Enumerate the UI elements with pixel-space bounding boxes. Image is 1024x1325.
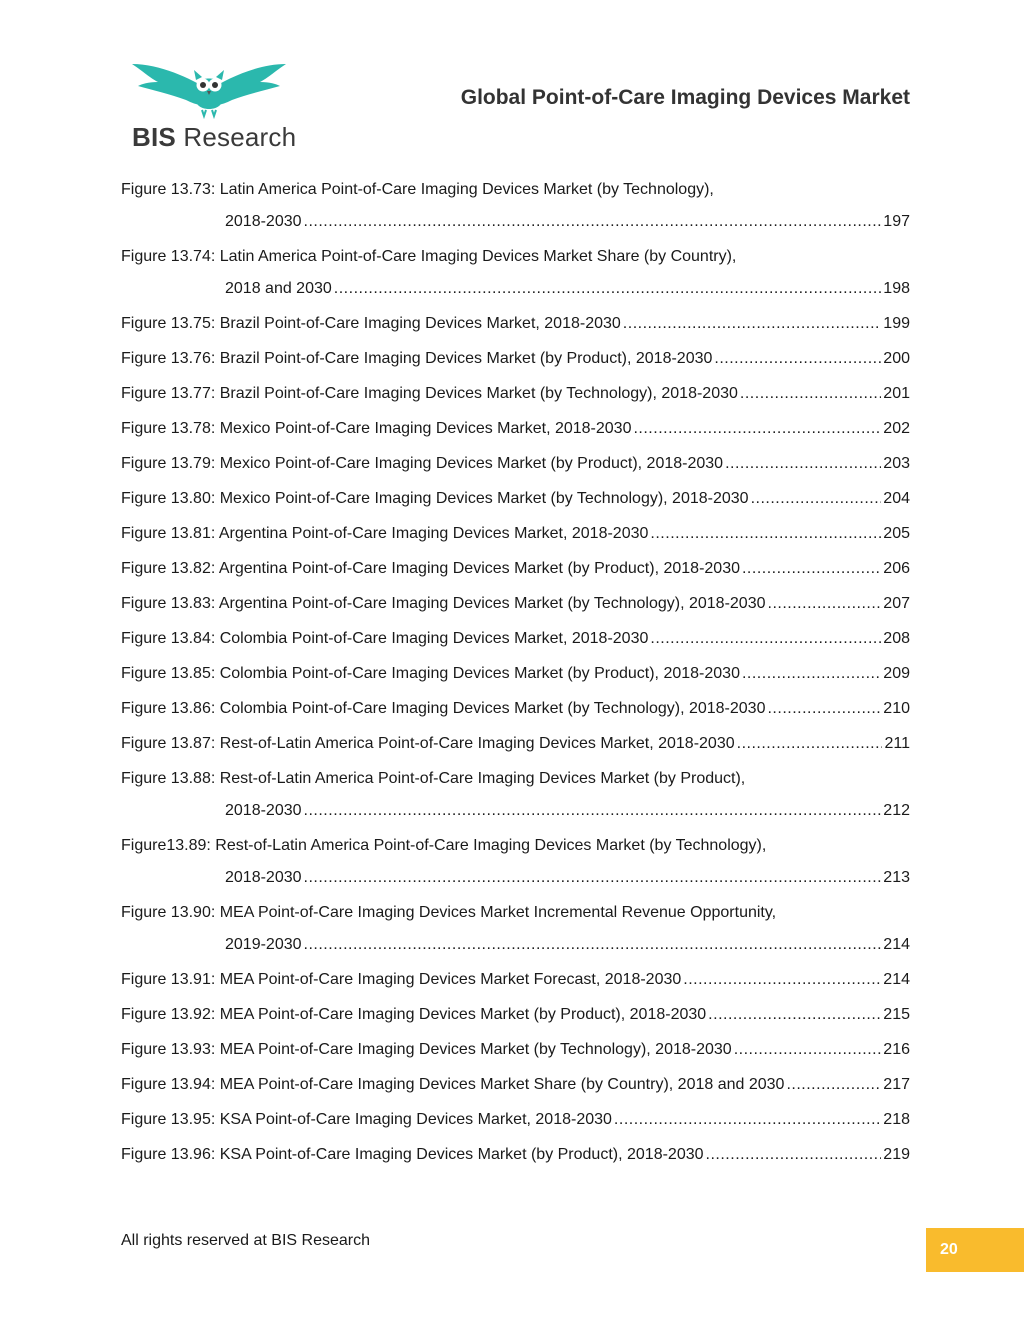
toc-entry-label: Figure 13.87: Rest-of-Latin America Point-of-Care Imaging Devices Market, 2018-2030: [121, 735, 735, 752]
dot-leader: [650, 524, 881, 544]
toc-page-number: 218: [883, 1111, 910, 1128]
toc-entry[interactable]: [121, 594, 910, 614]
page-number: 20: [940, 1241, 958, 1258]
toc-entry[interactable]: [121, 836, 910, 888]
toc-entry[interactable]: [121, 664, 910, 684]
dot-leader: [304, 868, 882, 888]
dot-leader: [614, 1110, 881, 1130]
toc-entry-label: Figure 13.80: Mexico Point-of-Care Imaging Devices Market (by Technology), 2018-2030: [121, 490, 749, 507]
toc-entry-label: Figure 13.84: Colombia Point-of-Care Imaging Devices Market, 2018-2030: [121, 630, 649, 647]
dot-leader: [304, 801, 882, 821]
toc-entry-label: Figure13.89: Rest-of-Latin America Point-of-Care Imaging Devices Market (by Technology),: [121, 837, 767, 854]
toc-page-number: 213: [883, 869, 910, 886]
toc-page-number: 204: [883, 490, 910, 507]
toc-page-number: 214: [883, 936, 910, 953]
toc-entry[interactable]: [121, 349, 910, 369]
toc-page-number: 200: [883, 350, 910, 367]
toc-entry-label: Figure 13.96: KSA Point-of-Care Imaging Devices Market (by Product), 2018-2030: [121, 1146, 704, 1163]
toc-entry-continuation: 2018-2030: [225, 869, 302, 886]
toc-page-number: 203: [883, 455, 910, 472]
toc-entry-label: Figure 13.92: MEA Point-of-Care Imaging Devices Market (by Product), 2018-2030: [121, 1006, 707, 1023]
toc-page-number: 209: [883, 665, 910, 682]
toc-page-number: 208: [883, 630, 910, 647]
dot-leader: [683, 970, 881, 990]
toc-entry-label: Figure 13.86: Colombia Point-of-Care Imaging Devices Market (by Technology), 2018-2030: [121, 700, 766, 717]
toc-entry-continuation: 2018-2030: [225, 802, 302, 819]
dot-leader: [623, 314, 882, 334]
dot-leader: [725, 454, 881, 474]
toc-entry-continuation: 2018 and 2030: [225, 280, 332, 297]
toc-entry-label: Figure 13.73: Latin America Point-of-Care Imaging Devices Market (by Technology),: [121, 181, 714, 198]
table-of-figures: [121, 180, 910, 1180]
toc-entry[interactable]: [121, 524, 910, 544]
footer-copyright: All rights reserved at BIS Research: [121, 1232, 370, 1249]
toc-page-number: 217: [883, 1076, 910, 1093]
dot-leader: [334, 279, 882, 299]
dot-leader: [786, 1075, 881, 1095]
dot-leader: [742, 664, 881, 684]
dot-leader: [633, 419, 881, 439]
toc-entry-label: Figure 13.88: Rest-of-Latin America Point-of-Care Imaging Devices Market (by Product),: [121, 770, 746, 787]
toc-page-number: 201: [883, 385, 910, 402]
toc-entry[interactable]: [121, 314, 910, 334]
toc-entry[interactable]: [121, 559, 910, 579]
toc-entry-label: Figure 13.95: KSA Point-of-Care Imaging Devices Market, 2018-2030: [121, 1111, 612, 1128]
toc-entry-label: Figure 13.85: Colombia Point-of-Care Imaging Devices Market (by Product), 2018-2030: [121, 665, 740, 682]
toc-entry-label: Figure 13.83: Argentina Point-of-Care Imaging Devices Market (by Technology), 2018-2030: [121, 595, 766, 612]
page-number-badge: [926, 1228, 1024, 1272]
toc-entry-label: Figure 13.93: MEA Point-of-Care Imaging Devices Market (by Technology), 2018-2030: [121, 1041, 732, 1058]
toc-entry-label: Figure 13.91: MEA Point-of-Care Imaging Devices Market Forecast, 2018-2030: [121, 971, 682, 988]
dot-leader: [767, 699, 881, 719]
toc-page-number: 214: [883, 971, 910, 988]
dot-leader: [304, 935, 882, 955]
toc-page-number: 202: [883, 420, 910, 437]
toc-page-number: 211: [884, 735, 910, 752]
toc-page-number: 198: [883, 280, 910, 297]
toc-entry-continuation: 2019-2030: [225, 936, 302, 953]
logo-wordmark: BIS Research: [132, 122, 297, 152]
dot-leader: [706, 1145, 882, 1165]
toc-entry[interactable]: [121, 489, 910, 509]
dot-leader: [304, 212, 882, 232]
dot-leader: [650, 629, 881, 649]
toc-page-number: 206: [883, 560, 910, 577]
toc-entry-label: Figure 13.94: MEA Point-of-Care Imaging Devices Market Share (by Country), 2018 and 2030: [121, 1076, 785, 1093]
toc-entry-continuation: 2018-2030: [225, 213, 302, 230]
toc-page-number: 207: [883, 595, 910, 612]
dot-leader: [751, 489, 882, 509]
toc-entry[interactable]: [121, 734, 910, 754]
toc-entry[interactable]: [121, 1145, 910, 1165]
toc-entry[interactable]: [121, 384, 910, 404]
toc-page-number: 215: [883, 1006, 910, 1023]
document-title: Global Point-of-Care Imaging Devices Market: [460, 86, 910, 109]
toc-entry[interactable]: [121, 903, 910, 955]
toc-entry[interactable]: [121, 247, 910, 299]
bis-research-logo: [124, 60, 297, 152]
toc-entry[interactable]: [121, 1075, 910, 1095]
toc-entry[interactable]: [121, 769, 910, 821]
toc-entry[interactable]: [121, 1005, 910, 1025]
toc-entry-label: Figure 13.74: Latin America Point-of-Care Imaging Devices Market Share (by Country),: [121, 248, 737, 265]
toc-entry-label: Figure 13.79: Mexico Point-of-Care Imaging Devices Market (by Product), 2018-2030: [121, 455, 724, 472]
toc-entry[interactable]: [121, 1040, 910, 1060]
dot-leader: [768, 594, 882, 614]
toc-entry-label: Figure 13.76: Brazil Point-of-Care Imaging Devices Market (by Product), 2018-2030: [121, 350, 713, 367]
toc-entry[interactable]: [121, 419, 910, 439]
toc-page-number: 216: [883, 1041, 910, 1058]
toc-entry-label: Figure 13.82: Argentina Point-of-Care Imaging Devices Market (by Product), 2018-2030: [121, 560, 740, 577]
toc-entry-label: Figure 13.78: Mexico Point-of-Care Imaging Devices Market, 2018-2030: [121, 420, 632, 437]
dot-leader: [714, 349, 881, 369]
dot-leader: [708, 1005, 881, 1025]
toc-entry[interactable]: [121, 1110, 910, 1130]
toc-entry[interactable]: [121, 970, 910, 990]
toc-entry[interactable]: [121, 699, 910, 719]
dot-leader: [734, 1040, 882, 1060]
toc-entry-label: Figure 13.75: Brazil Point-of-Care Imaging Devices Market, 2018-2030: [121, 315, 621, 332]
toc-page-number: 197: [883, 213, 910, 230]
dot-leader: [740, 384, 881, 404]
toc-entry-label: Figure 13.81: Argentina Point-of-Care Imaging Devices Market, 2018-2030: [121, 525, 649, 542]
toc-entry[interactable]: [121, 629, 910, 649]
toc-page-number: 212: [883, 802, 910, 819]
toc-entry[interactable]: [121, 454, 910, 474]
toc-entry[interactable]: [121, 180, 910, 232]
dot-leader: [742, 559, 881, 579]
toc-entry-label: Figure 13.90: MEA Point-of-Care Imaging Devices Market Incremental Revenue Opportunity,: [121, 904, 777, 921]
toc-page-number: 219: [883, 1146, 910, 1163]
toc-page-number: 199: [883, 315, 910, 332]
toc-entry-label: Figure 13.77: Brazil Point-of-Care Imaging Devices Market (by Technology), 2018-2030: [121, 385, 738, 402]
dot-leader: [737, 734, 883, 754]
toc-page-number: 205: [883, 525, 910, 542]
toc-page-number: 210: [883, 700, 910, 717]
owl-icon: [130, 60, 288, 122]
